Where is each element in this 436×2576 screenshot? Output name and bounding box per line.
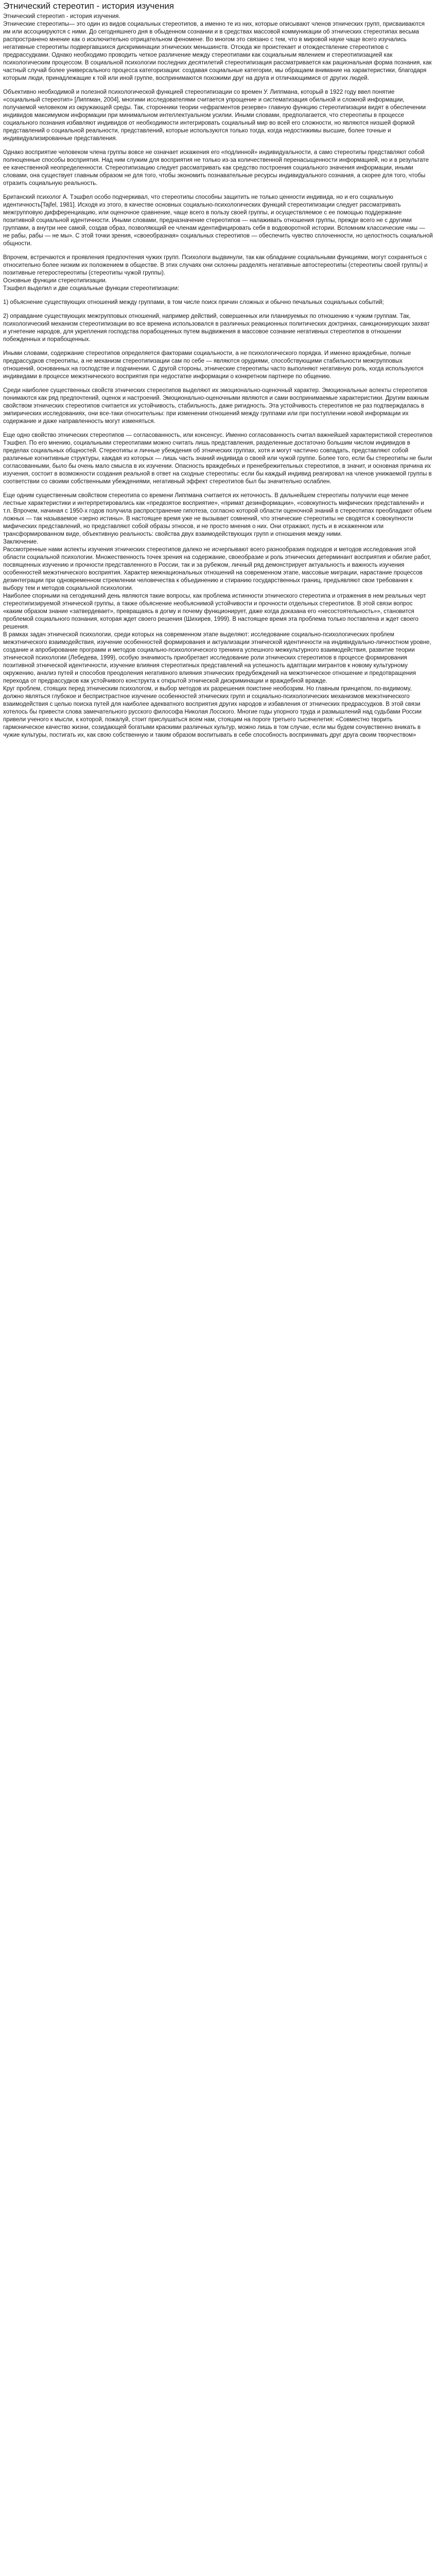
article-body [3,13,433,739]
paragraph [3,432,433,486]
paragraph-line: Тэшфел выделил и две социальные функции стереотипизации: [3,285,180,292]
paragraph [3,89,433,143]
paragraph [3,149,433,188]
paragraph-line: Впрочем, встречаются и проявления предпочтения чужих групп. Психологи выдвинули, так как обладание социальными функциями, могут сохраняться с относительно более низким их положением в обществе. В этих случаях они склонны разделять негативные автостереотипы (стереотипы своей группы) и позитивные гетеростереотипы (стереотипы чужой группы). [3,255,428,276]
paragraph-line: Этнический стереотип - история изучения. [3,13,120,20]
paragraph-line: Еще одно свойство этнических стереотипов — согласованность, или консенсус. Именно согласованность считал важнейшей характеристикой стереотипов Тэшфел. По его мнению, социальными стереотипами можно считать лишь представления, разделенные достаточно большим числом индивидов в пределах социальных общностей. Стереотипы и личные убеждения об этнических группах, хотя и могут частично совпадать, представляют собой различные когнитивные структуры, каждая из которых — лишь часть знаний индивида о своей или чужой группе. Более того, если бы стереотипы не были согласованными, было бы очень мало смысла в их изучении. Опасность враждебных и пренебрежительных стереотипов, в значит, и основная причина их изучения, состоит в возможности создания реальной в ответ на сходные стереотипы: если бы каждый индивид реагировал на членов унижаемой группы в соответствии со своими собственными убеждениями, негативный эффект стереотипов был бы значительно ослаблен. [3,432,433,485]
paragraph-line: 1) объяснение существующих отношений между группами, в том числе поиск причин сложных и обычно печальных социальных событий; [3,299,384,306]
paragraph [3,313,433,344]
paragraph-line: В рамках задач этнической психологии, среди которых на современном этапе выделяют: исследование социально-психологических проблем межэтнического взаимодействия, изучение особенностей формирования и актуализации этнической идентичности на индивидуально-личностном уровне, создание и апробирование программ и методов социально-психологического тренинга успешного межкультурного взаимодействия, развитие теории этнической психологии (Лебедева, 1999), особую значимость приобретает исследование роли этнических стереотипов в процессе формирования позитивной этнической идентичности, изучение влияния стереотипных представлений на успешность адаптации мигрантов к новому культурному окружению, анализ путей и способов преодоления негативного влияния этнических предубеждений на межэтническое отношение и предотвращения перехода от предрассудков как устойчивого конструкта к открытой этнической дискриминации и враждебной вражде. [3,632,431,684]
paragraph-line: 2) оправдание существующих межгрупповых отношений, например действий, совершенных или планируемых по отношению к чужим группам. Так, психологический механизм стереотипизации во все времена использовался в различных реакционных политических доктринах, санкционирующих захват и угнетение народов, для укрепления господства порабощенных путем выдвижения в массовое сознание негативных стереотипов в отношении побежденных и порабощенных. [3,313,430,343]
paragraph [3,254,433,293]
paragraph-line: Однако восприятие человеком члена группы вовсе не означает искажения его «подлинной» индивидуальности, а само стереотипы представляют собой полноценные способы восприятия. Над ним служим для восприятия не только из-за количественной перенасыщенности информацией, но и в результате ее качественной неопределенности. Стереотипизацию следует рассматривать как средство построения социального значения информации, иными словами, она существует главным образом не для того, чтобы экономить познавательные ресурсы индивидуального сознания, а скорее для того, чтобы отразить социальную реальность. [3,149,429,187]
paragraph-line: Среди наиболее существенных свойств этнических стереотипов выделяют их эмоционально-оценочный характер. Эмоциональные аспекты стереотипов понимаются как ряд предпочтений, оценок и настроений. Эмоционально-оценочными являются и сами воспринимаемые характеристики. Другим важным свойством этнических стереотипов считается их устойчивость, стабильность, даже ригидность. Эта устойчивость стереотипов не раз подтверждалась в эмпирических исследованиях, они все-таки относительны: при изменении отношений между группами или при поступлении новой информации их содержание и даже направленность могут изменяться. [3,387,429,425]
paragraph-line: Основные функции стереотипизации. [3,278,107,284]
paragraph [3,492,433,739]
paragraph-line: Еще одним существенным свойством стереотипа со времени Липпмана считается их неточность. В дальнейшем стереотипы получили еще менее лестные характеристики и интерпретировались как «предвзятое восприятие», «примат дезинформации», «совокупность мифических представлений» и т.п. Впрочем, начиная с 1950-х годов получила распространение гипотеза, согласно которой области оценочной знаний в стереотипах преобладают объем ложных — так называемое «зерно истины». В настоящее время уже не вызывает сомнений, что этнические стереотипы не сводятся к совокупности мифических представлений, но представляют собой образы этносов, и не просто мнения о них. Они отражают, пусть и в искаженном или трансформированном виде, объективную реальность: свойства двух взаимодействующих групп и отношения между ними. [3,493,432,537]
paragraph-line: Этнические стереотипы— это один из видов социальных стереотипов, а именно те из них, которые описывают членов этнических групп, присваиваются им или ассоциируются с ними. До сегодняшнего дня в обыденном сознании и в средствах массовой коммуникации об этнических стереотипах весьма распространено мнение как о исключительно отрицательном феномене. Во многом это связано с тем, что в мировой науке чаще всего изучались негативные стереотипы подвергавшихся дискриминации этнических меньшинств. Отсюда же проистекает и отождествление стереотипов с предрассудками. Однако необходимо проводить четкое различение между стереотипами как социальным явлением и стереотипизацией как психологическим процессом. В социальной психологии последних десятилетий стереотипизация рассматривается как рациональная форма познания, как частный случай более универсального процесса категоризации: создавая социальные категории, мы обращаем внимание на характеристики, благодаря которым люди, принадлежащие к той или иной группе, воспринимаются похожими друг на друга и отличающимися от других людей. [3,21,432,81]
paragraph-line: Британский психолог А. Тэшфел особо подчеркивал, что стереотипы способны защитить не только ценности индивида, но и его социальную идентичность[Tajfel, 1981]. Исходя из этого, в качестве основных социально-психологических функций стереотипизации следует рассматривать межгрупповую дифференциацию, или оценочное сравнение, чаще всего в пользу своей группы, и осуществляемое с ее помощью поддержание позитивной социальной идентичности. Иными словами, предназначение стереотипов — налаживать отношения группы, прежде всего не с другими группами, а внутри нее самой, создав образ, позволяющий ее членам идентифицировать себя в водоворотной истории. Вспомним классические «мы — не рабы, рабы — не мы». С этой точки зрения, «своеобразная» социальных стереотипов — обеспечить чувство сплоченности, но целостность социальной общности. [3,194,433,247]
paragraph-line: Иными словами, содержание стереотипов определяется факторами социальности, а не психологического порядка. И именно враждебные, полные предрассудков стереотипы, а не механизм стереотипизации сам по себе — являются орудиями, способствующими стабильности межгрупповых отношений, основанных на господстве и подчинении. С другой стороны, этнические стереотипы часто выполняют негативную роль, когда используются индивидами в процессе межэтнического восприятия при недостатке информации о конкретном партнере по общению. [3,350,424,380]
article [0,0,436,742]
paragraph-line: Круг проблем, стоящих перед этническим психологом, и выбор методов их разрешения поистине необозрим. Но главным принципом, по-видимому, должно являться глубокое и беспристрастное изучение особенностей этнических групп и социально-психологических механизмов межэтнического взаимодействия с целью поиска путей для наиболее адекватного восприятия других народов и избавления от этнических предрассудков. В этой связи хотелось бы привести слова замечательного русского философа Николая Лосского. Многие годы упорного труда и размышлений над судьбами России привели ученого к мысли, к которой, пожалуй, стоит прислушаться всем нам, стоящим на пороге третьего тысячелетия: «Совместно творить гармоническое качество жизни, созидающей богатыми краскими различных культур, можно лишь в том случае, если мы будем сочувственно вникать в чужие культуры, постигать их, как свою собственную и таким образом воспитывать в себе способность воспринимать друг друга своим творчеством» [3,686,422,738]
page-title: Этнический стереотип - история изучения [3,1,174,11]
paragraph [3,350,433,381]
paragraph-line: Заключение. [3,539,39,545]
paragraph-line: Наиболее спорными на сегодняшний день являются такие вопросы, как проблема истинности этнического стереотипа и отражения в нем реальных черт стереотипизируемой этнической группы, а также объяснение необъяснимой устойчивости и прочности отдельных стереотипов. В этой связи вопрос «каким образом знание «затвердевает», превращаясь в догму и почему функционирует, даже когда доказана его «несостоятельность»», становится проблемой социального познания, которая ждет своего решения (Шихирев, 1999). В настоящее время эта проблема только поставлена и ждет своего решения. [3,593,426,630]
paragraph [3,387,433,426]
paragraph [3,13,433,82]
paragraph [3,299,433,307]
paragraph [3,194,433,248]
paragraph-line: Рассмотренные нами аспекты изучения этнических стереотипов далеко не исчерпывают всего разнообразия подходов и методов исследования этой области социальной психологии. Множественность точек зрения на содержание, своеобразие и роль этнических детерминант восприятия и обилие работ, посвященных изучению и прочности представленного в России, так и за рубежом, личный ряд демонстрирует актуальность и важность изучения особенностей межэтнического восприятия. Характер межнациональных отношений на современном этапе, массовые миграции, нарастание процессов дезинтеграции при одновременном стремлении человечества к объединению и стиранию государственных границ, предъявляют свои требования к выбору тем и методов социальной психологии. [3,547,431,591]
paragraph-line: Объективно необходимой и полезной психологической функцией стереотипизации со времен У. Липпмана, который в 1922 году ввел понятие «социальный стереотип» [Липпман, 2004], многими исследователями считается упрощение и систематизация обильной и сложной информации, получаемой человеком из окружающей среды. Так, сторонники теории «ефрагментов резерве» главную функцию стереотипизации видят в обеспечении индивидов максимумом информации при минимальном интеллектуальном усилии. Иными словами, предполагается, что стереотипы в процессе социального познания избавляют индивидов от необходимости интегрировать социальный мир во всей его сложности, но являются низшей формой представлений о социальной реальности, представлений, которые используются только тогда, когда недостижимы высшие, более точные и индивидуализированные представления. [3,89,426,142]
